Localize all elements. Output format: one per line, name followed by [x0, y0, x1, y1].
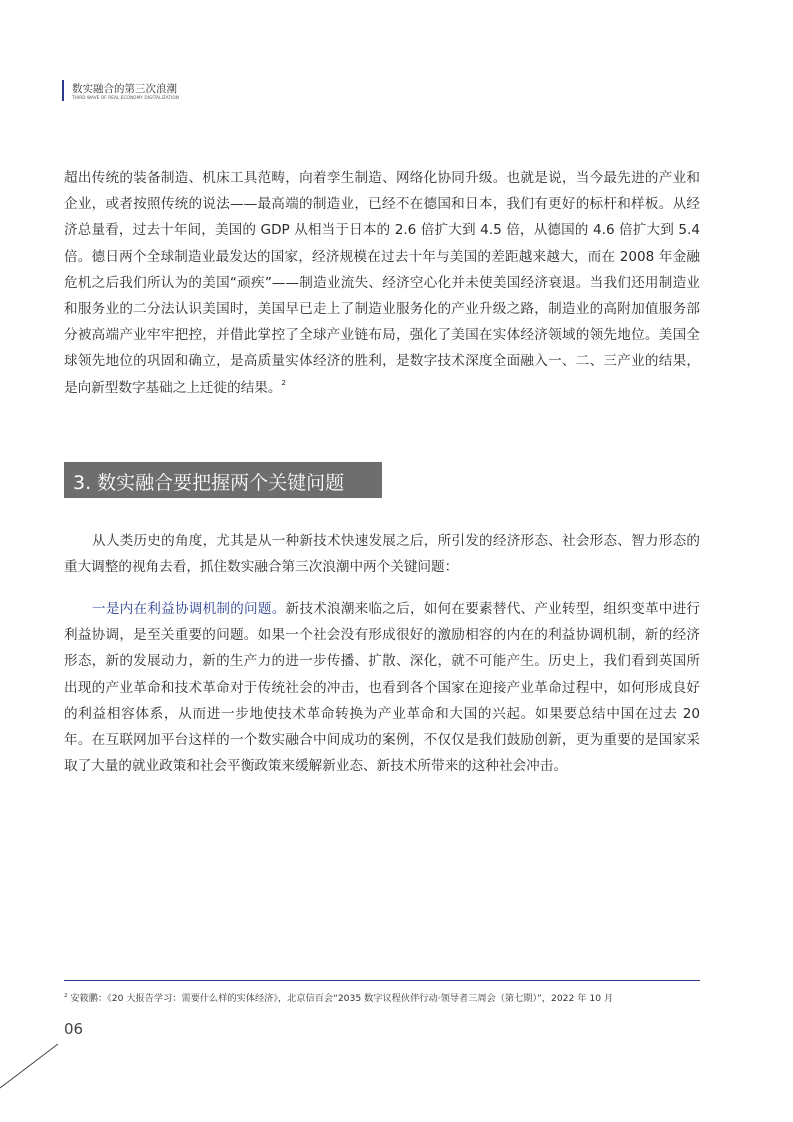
- page-number: 06: [64, 1020, 84, 1038]
- footnote-reference[interactable]: 2: [281, 378, 286, 387]
- paragraph-3-text: 新技术浪潮来临之后，如何在要素替代、产业转型，组织变革中进行利益协调，是至关重要的问题。如果一个社会没有形成很好的激励相容的内在的利益协调机制，新的经济形态，新的发展动力，新的生产力的进一步传播、扩散、深化，就不可能产生。历史上，我们看到英国所出现的产业革命和技术革命对于传统社会的冲击，也看到各个国家在迎接产业革命过程中，如何形成良好的利益相容体系，从而进一步地使技术革命转换为产业革命和大国的兴起。如果要总结中国在过去 20 年。在互联网加平台这样的一个数实融合中间成功的案例，不仅仅是我们鼓励创新，更为重要的是国家采取了大量的就业政策和社会平衡政策来缓解新业态、新技术所带来的这种社会冲击。: [64, 601, 701, 775]
- header-subtitle: THIRD WAVE OF REAL ECONOMY DIGITALIZATION: [72, 95, 180, 100]
- corner-decoration-line: [0, 1040, 60, 1090]
- footnote-text: 安筱鹏：《20 大报告学习：需要什么样的实体经济》，北京信百会“2035 数字议程伙伴行动·领导者三周会（第七期）”，2022 年 10 月: [70, 993, 614, 1004]
- paragraph-1-text: 超出传统的装备制造、机床工具范畴，向着孪生制造、网络化协同升级。也就是说，当今最先进的产业和企业，或者按照传统的说法——最高端的制造业，已经不在德国和日本，我们有更好的标杆和样板。从经济总量看，过去十年间，美国的 GDP 从相当于日本的 2.6 倍扩大到 4.5 倍，从德国的 4.6 倍扩大到 5.4 倍。德日两个全球制造业最发达的国家，经济规模在过去十年与美国的差距越来越大，而在 2008 年金融危机之后我们所认为的美国“顽疾”——制造业流失、经济空心化并未使美国经济衰退。当我们还用制造业和服务业的二分法认识美国时，美国早已走上了制造业服务化的产业升级之路，制造业的高附加值服务部分被高端产业牢牢把控，并借此掌控了全球产业链布局，强化了美国在实体经济领域的领先地位。美国全球领先地位的巩固和确立，是高质量实体经济的胜利，是数字技术深度全面融入一、二、三产业的结果，是向新型数字基础之上迁徙的结果。: [64, 170, 700, 396]
- header-accent-bar: [62, 80, 64, 101]
- footnote-number: 2: [64, 993, 68, 999]
- footnote-divider: [64, 980, 700, 981]
- footnote: [64, 990, 704, 1004]
- highlighted-phrase: 一是内在利益协调机制的问题。: [92, 601, 286, 617]
- header-title: 数实融合的第三次浪潮: [72, 83, 177, 95]
- body-paragraph-1: [64, 165, 700, 401]
- body-paragraph-3: [64, 596, 700, 779]
- section-heading: [64, 462, 382, 498]
- section-heading-text: 3. 数实融合要把握两个关键问题: [73, 472, 345, 494]
- body-paragraph-2: 从人类历史的角度，尤其是从一种新技术快速发展之后，所引发的经济形态、社会形态、智力形态的重大调整的视角去看，抓住数实融合第三次浪潮中两个关键问题：: [64, 533, 700, 576]
